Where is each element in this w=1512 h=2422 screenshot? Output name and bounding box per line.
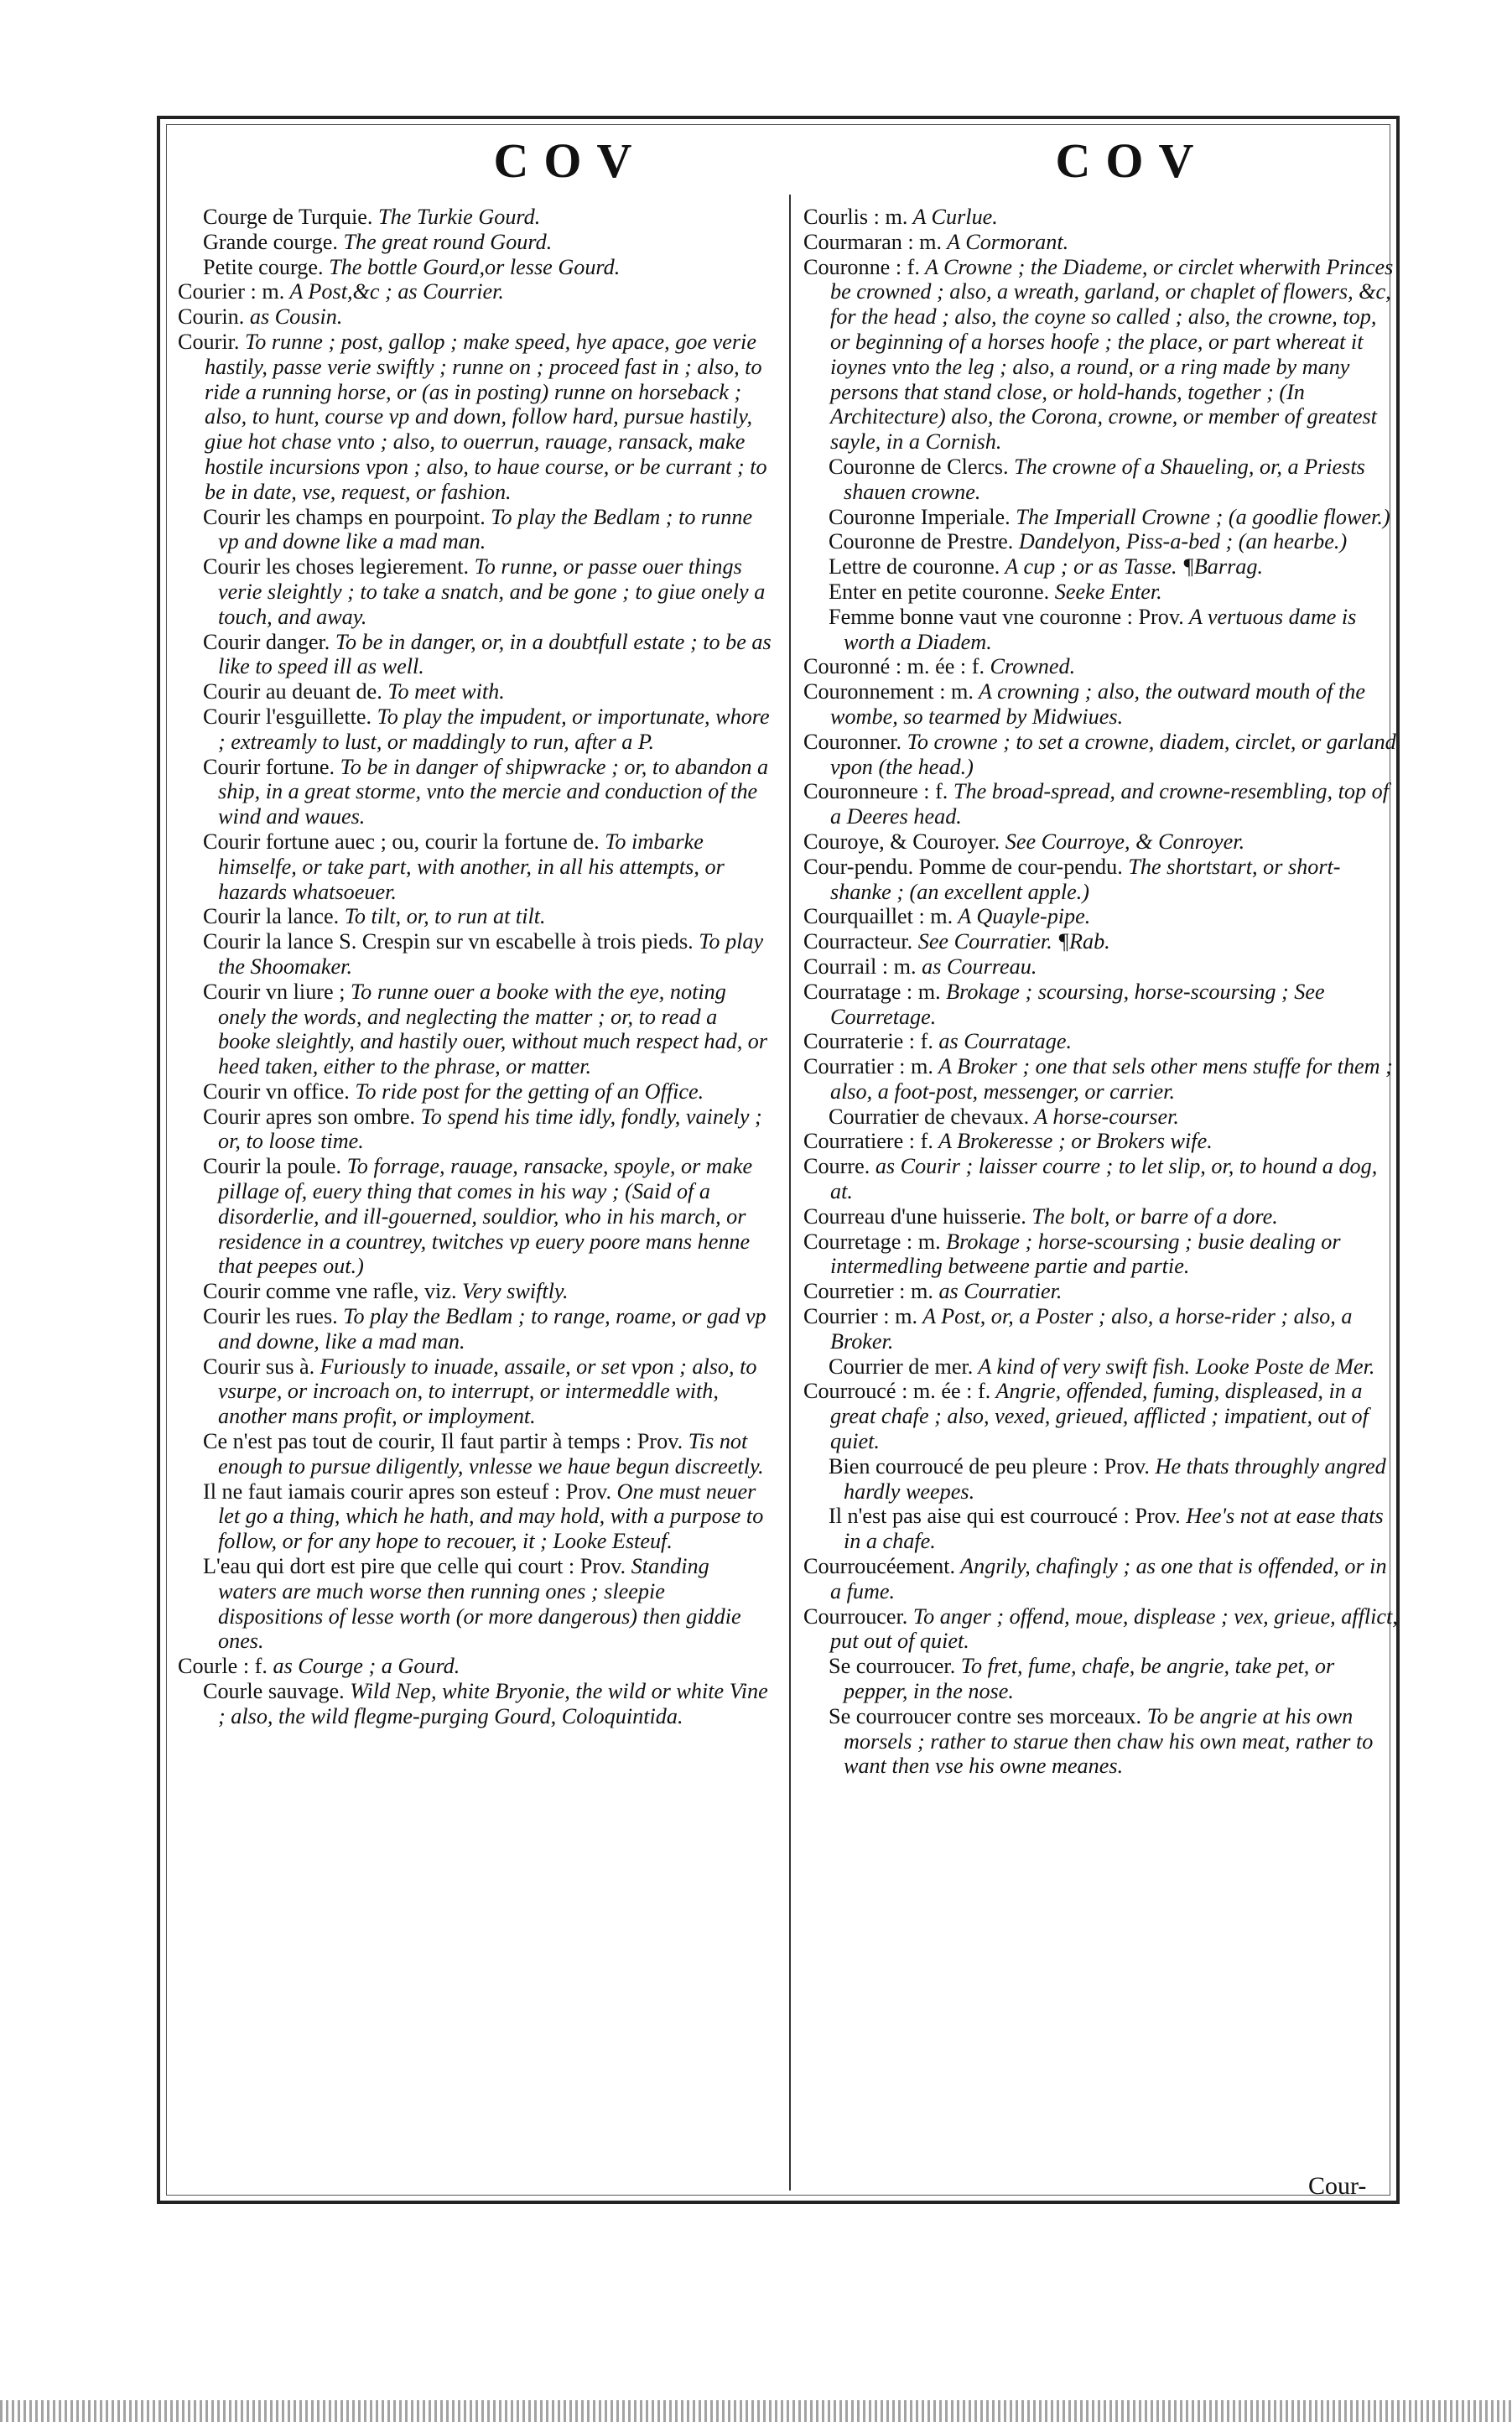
- dictionary-entry: [178, 304, 773, 330]
- entry-gloss: To fret, fume, chafe, be angrie, take pet, or pepper, in the nose.: [844, 1654, 1335, 1704]
- entry-headword: Courle : f.: [178, 1654, 268, 1679]
- entry-gloss: To play the Shoomaker.: [218, 929, 764, 979]
- running-head-right: COV: [1055, 133, 1209, 188]
- entry-headword: Bien courroucé de peu pleure : Prov.: [829, 1453, 1150, 1479]
- entry-headword: Courreau d'une huisserie.: [803, 1203, 1026, 1229]
- dictionary-entry: [803, 1279, 1399, 1304]
- entry-gloss: Brokage ; scoursing, horse-scoursing ; See Courretage.: [830, 979, 1325, 1029]
- entry-gloss: A Brokeresse ; or Brokers wife.: [933, 1129, 1213, 1154]
- entry-headword: L'eau qui dort est pire que celle qui court : Prov.: [203, 1554, 626, 1579]
- dictionary-entry: [178, 929, 773, 980]
- entry-headword: Courrail : m.: [803, 954, 917, 979]
- entry-gloss: A Curlue.: [907, 205, 998, 229]
- entry-headword: Enter en petite couronne.: [829, 579, 1050, 604]
- entry-headword: Courir vn liure ;: [203, 979, 346, 1004]
- entry-headword: Courlis : m.: [803, 205, 908, 229]
- dictionary-entry: [178, 1079, 773, 1104]
- entry-headword: Courre.: [803, 1154, 870, 1179]
- entry-gloss: The crowne of a Shaueling, or, a Priests shauen crowne.: [844, 454, 1365, 504]
- entry-headword: Courratage : m.: [803, 979, 941, 1004]
- entry-gloss: The great round Gourd.: [337, 229, 553, 254]
- right-column: [803, 205, 1399, 1779]
- left-column: [178, 205, 773, 1729]
- dictionary-entry: [803, 1229, 1399, 1280]
- dictionary-entry: [803, 929, 1399, 954]
- dictionary-entry: [803, 654, 1399, 679]
- entry-headword: Courir fortune auec ; ou, courir la fortune de.: [203, 829, 600, 854]
- entry-gloss: as Courratage.: [933, 1029, 1073, 1054]
- entry-gloss: To play the Bedlam ; to runne vp and downe like a mad man.: [218, 504, 753, 554]
- dictionary-entry: [178, 230, 773, 255]
- entry-gloss: The broad-spread, and crowne-resembling, top of a Deeres head.: [830, 779, 1389, 829]
- entry-gloss: The bolt, or barre of a dore.: [1026, 1203, 1278, 1229]
- dictionary-entry: [803, 1504, 1399, 1554]
- entry-headword: Petite courge.: [203, 254, 324, 279]
- entry-gloss: See Courroye, & Conroyer.: [1000, 829, 1245, 854]
- entry-gloss: He thats throughly angred hardly weepes.: [844, 1453, 1386, 1504]
- entry-gloss: as Courge ; a Gourd.: [267, 1654, 460, 1679]
- entry-headword: Courir comme vne rafle, viz.: [203, 1279, 457, 1304]
- entry-gloss: To forrage, rauage, ransacke, spoyle, or make pillage of, euery thing that comes in his way ; (Said of a disorderlie, and ill-gouerned, souldior, who in his march, or residence in a countrey, twitches vp euery poore mans henne that peepes out.): [218, 1154, 753, 1279]
- entry-gloss: A vertuous dame is worth a Diadem.: [844, 604, 1357, 654]
- entry-headword: Lettre de couronne.: [829, 554, 1000, 580]
- dictionary-entry: [178, 1479, 773, 1554]
- entry-gloss: To be in danger of shipwracke ; or, to abandon a ship, in a great storme, vnto the mercie and conduction of the wind and waues.: [218, 754, 769, 829]
- dictionary-entry: [803, 255, 1399, 455]
- entry-headword: Courir les rues.: [203, 1304, 338, 1329]
- entry-headword: Couronne Imperiale.: [829, 504, 1011, 529]
- entry-headword: Courrier : m.: [803, 1304, 918, 1329]
- dictionary-entry: [803, 1554, 1399, 1604]
- dictionary-entry: [803, 205, 1399, 230]
- entry-gloss: The bottle Gourd,or lesse Gourd.: [323, 254, 621, 279]
- dictionary-entry: [178, 755, 773, 829]
- entry-gloss: A Broker ; one that sels other mens stuffe for them ; also, a foot-post, messenger, or carrier.: [830, 1054, 1393, 1104]
- entry-gloss: The Imperiall Crowne ; (a goodlie flower.): [1010, 504, 1390, 529]
- entry-gloss: A Post,&c ; as Courrier.: [284, 279, 504, 304]
- entry-headword: Courir l'esguillette.: [203, 704, 372, 729]
- entry-headword: Courrier de mer.: [829, 1354, 974, 1379]
- entry-headword: Couroye, & Couroyer.: [803, 829, 1000, 854]
- entry-gloss: One must neuer let go a thing, which he hath, and may hold, with a purpose to follow, or for any hope to recouer, it ; Looke Esteuf.: [218, 1479, 764, 1554]
- dictionary-entry: [178, 1654, 773, 1679]
- entry-headword: Il ne faut iamais courir apres son esteuf : Prov.: [203, 1479, 611, 1504]
- entry-headword: Courle sauvage.: [203, 1679, 345, 1704]
- entry-gloss: To runne, or passe ouer things verie sleightly ; to take a snatch, and be gone ; to giue onely a touch, and away.: [218, 554, 766, 629]
- dictionary-entry: [178, 1429, 773, 1479]
- entry-gloss: A Crowne ; the Diademe, or circlet wherwith Princes be crowned ; also, a wreath, garland, or chaplet of flowers, &c, for the head ; also, the coyne so called ; also, the crowne, top, or beginning of a horses hoofe ; the place, or part whereat it ioynes vnto the leg ; also, a round, or a ring made by many persons that stand close, or hold-hands, together ; (In Architecture) also, the Corona, crowne, or member of greatest sayle, in a Cornish.: [830, 254, 1394, 455]
- entry-gloss: To tilt, or, to run at tilt.: [339, 904, 546, 929]
- entry-headword: Courroucer.: [803, 1603, 908, 1629]
- scan-edge: [0, 2400, 1512, 2422]
- entry-gloss: The Turkie Gourd.: [372, 205, 541, 229]
- entry-headword: Courier : m.: [178, 279, 285, 304]
- entry-headword: Courir les champs en pourpoint.: [203, 504, 486, 529]
- entry-headword: Couronne de Clercs.: [829, 454, 1009, 479]
- dictionary-entry: [803, 1304, 1399, 1354]
- dictionary-entry: [803, 1204, 1399, 1229]
- entry-headword: Couronnement : m.: [803, 679, 974, 704]
- entry-gloss: To spend his time idly, fondly, vainely ; or, to loose time.: [218, 1104, 762, 1154]
- dictionary-entry: [803, 679, 1399, 730]
- entry-gloss: Standing waters are much worse then running ones ; sleepie dispositions of lesse worth (or more dangerous) then giddie ones.: [218, 1554, 741, 1654]
- entry-gloss: Hee's not at ease thats in a chafe.: [844, 1504, 1384, 1554]
- entry-headword: Couronne de Prestre.: [829, 529, 1014, 554]
- entry-headword: Courir la lance.: [203, 904, 340, 929]
- entry-headword: Il n'est pas aise qui est courroucé : Prov.: [829, 1504, 1181, 1529]
- entry-gloss: To imbarke himselfe, or take part, with another, in all his attempts, or hazards whatsoeuer.: [218, 829, 725, 904]
- entry-headword: Grande courge.: [203, 229, 338, 254]
- dictionary-entry: [178, 1279, 773, 1304]
- entry-headword: Couronné : m. ée : f.: [803, 654, 985, 679]
- dictionary-entry: [803, 605, 1399, 655]
- entry-headword: Se courroucer contre ses morceaux.: [829, 1703, 1142, 1728]
- entry-headword: Ce n'est pas tout de courir, Il faut partir à temps : Prov.: [203, 1429, 683, 1454]
- entry-headword: Courin.: [178, 304, 245, 330]
- entry-headword: Courquaillet : m.: [803, 904, 953, 929]
- dictionary-entry: [178, 1104, 773, 1155]
- dictionary-entry: [178, 255, 773, 280]
- dictionary-entry: [803, 954, 1399, 980]
- entry-gloss: A crowning ; also, the outward mouth of the wombe, so tearmed by Midwiues.: [830, 679, 1365, 729]
- entry-headword: Courir vn office.: [203, 1078, 350, 1104]
- dictionary-entry: [178, 980, 773, 1079]
- dictionary-entry: [803, 580, 1399, 605]
- catchword: Cour-: [1308, 2172, 1367, 2200]
- entry-headword: Courretage : m.: [803, 1229, 941, 1254]
- dictionary-entry: [178, 205, 773, 230]
- entry-gloss: as Cousin.: [244, 304, 343, 330]
- entry-headword: Courir sus à.: [203, 1354, 315, 1379]
- dictionary-entry: [803, 455, 1399, 505]
- entry-headword: Courir la poule.: [203, 1154, 342, 1179]
- entry-headword: Courretier : m.: [803, 1279, 933, 1304]
- entry-gloss: To runne ; post, gallop ; make speed, hye apace, goe verie hastily, passe verie swiftly ; runne on ; proceed fast in ; also, to ride a running horse, or (as in posting) runne on horseback ; also, to hunt, course vp and down, follow hard, pursue hastily, giue hot chase vnto ; also, to ouerrun, rauage, ransack, make hostile incursions vpon ; also, to haue course, or be currant ; to be in date, vse, request, or fashion.: [205, 329, 767, 504]
- dictionary-entry: [178, 505, 773, 555]
- entry-gloss: Tis not enough to pursue diligently, vnlesse we haue begun discreetly.: [218, 1429, 764, 1479]
- dictionary-entry: [803, 1454, 1399, 1505]
- entry-gloss: A cup ; or as Tasse. ¶Barrag.: [1000, 554, 1263, 580]
- entry-headword: Courroucéement.: [803, 1554, 956, 1579]
- entry-gloss: as Courratier.: [933, 1279, 1063, 1304]
- entry-gloss: A Post, or, a Poster ; also, a horse-rider ; also, a Broker.: [830, 1304, 1353, 1354]
- entry-headword: Courge de Turquie.: [203, 205, 373, 229]
- entry-headword: Courratiere : f.: [803, 1129, 933, 1154]
- entry-gloss: To play the impudent, or importunate, whore ; extreamly to lust, or maddingly to run, after a P.: [218, 704, 770, 754]
- entry-headword: Se courroucer.: [829, 1654, 956, 1679]
- entry-headword: Couronneure : f.: [803, 779, 948, 804]
- entry-gloss: as Courir ; laisser courre ; to let slip, or, to hound a dog, at.: [830, 1154, 1378, 1204]
- entry-headword: Courir.: [178, 329, 240, 354]
- column-divider: [789, 195, 791, 2191]
- entry-gloss: To be in danger, or, in a doubtfull estate ; to be as like to speed ill as well.: [218, 629, 772, 679]
- dictionary-entry: [178, 1679, 773, 1729]
- dictionary-entry: [803, 779, 1399, 829]
- dictionary-entry: [178, 630, 773, 680]
- entry-gloss: Seeke Enter.: [1049, 579, 1162, 604]
- entry-gloss: See Courratier. ¶Rab.: [912, 929, 1110, 954]
- dictionary-entry: [803, 1704, 1399, 1779]
- dictionary-entry: [178, 829, 773, 904]
- dictionary-entry: [803, 230, 1399, 255]
- entry-gloss: Very swiftly.: [456, 1279, 569, 1304]
- entry-gloss: as Courreau.: [916, 954, 1037, 979]
- dictionary-entry: [178, 279, 773, 304]
- dictionary-entry: [178, 1554, 773, 1654]
- entry-gloss: Angrie, offended, fuming, displeased, in a great chafe ; also, vexed, grieued, afflicted ; impatient, out of quiet.: [830, 1379, 1369, 1454]
- dictionary-entry: [178, 1304, 773, 1354]
- entry-headword: Courroucé : m. ée : f.: [803, 1379, 991, 1404]
- entry-headword: Cour-pendu. Pomme de cour-pendu.: [803, 854, 1123, 879]
- entry-headword: Courir les choses legierement.: [203, 554, 470, 580]
- entry-gloss: Brokage ; horse-scoursing ; busie dealing or intermedling betweene partie and partie.: [830, 1229, 1341, 1279]
- dictionary-entry: [178, 554, 773, 629]
- entry-headword: Courratier : m.: [803, 1054, 933, 1079]
- dictionary-entry: [803, 730, 1399, 780]
- entry-gloss: To play the Bedlam ; to range, roame, or gad vp and downe, like a mad man.: [218, 1304, 766, 1354]
- dictionary-entry: [803, 980, 1399, 1030]
- dictionary-entry: [178, 904, 773, 929]
- entry-headword: Couronne : f.: [803, 254, 920, 279]
- dictionary-entry: [803, 554, 1399, 580]
- entry-gloss: To anger ; offend, moue, displease ; vex, grieue, afflict, put out of quiet.: [830, 1603, 1398, 1654]
- entry-headword: Courir la lance S. Crespin sur vn escabelle à trois pieds.: [203, 929, 694, 954]
- entry-headword: Courir danger.: [203, 629, 330, 654]
- entry-headword: Femme bonne vaut vne couronne : Prov.: [829, 604, 1184, 629]
- dictionary-entry: [178, 679, 773, 704]
- dictionary-entry: [803, 1154, 1399, 1204]
- entry-headword: Courir au deuant de.: [203, 679, 382, 704]
- entry-gloss: The shortstart, or short-shanke ; (an excellent apple.): [830, 854, 1341, 904]
- dictionary-entry: [803, 855, 1399, 905]
- entry-gloss: A Quayle-pipe.: [953, 904, 1091, 929]
- entry-gloss: Crowned.: [985, 654, 1076, 679]
- dictionary-entry: [803, 904, 1399, 929]
- entry-gloss: Dandelyon, Piss-a-bed ; (an hearbe.): [1013, 529, 1348, 554]
- running-head-left: COV: [493, 133, 647, 188]
- dictionary-entry: [803, 1029, 1399, 1054]
- entry-gloss: To runne ouer a booke with the eye, noting onely the words, and neglecting the matter ; or, to read a booke sleightly, and hastily ouer, without much respect had, or heed taken, either to the phrase, or matter.: [218, 979, 768, 1079]
- dictionary-entry: [803, 1604, 1399, 1655]
- entry-headword: Courmaran : m.: [803, 229, 943, 254]
- dictionary-entry: [178, 704, 773, 755]
- entry-gloss: A horse-courser.: [1029, 1104, 1179, 1129]
- entry-headword: Courraterie : f.: [803, 1029, 933, 1054]
- dictionary-entry: [803, 1129, 1399, 1154]
- entry-gloss: To be angrie at his own morsels ; rather to starue then chaw his own meat, rather to want then vse his owne meanes.: [844, 1703, 1374, 1779]
- dictionary-entry: [803, 1654, 1399, 1704]
- entry-gloss: Wild Nep, white Bryonie, the wild or white Vine ; also, the wild flegme-purging Gourd, Coloquintida.: [218, 1679, 768, 1728]
- dictionary-entry: [803, 1054, 1399, 1104]
- dictionary-entry: [803, 1354, 1399, 1380]
- entry-gloss: To meet with.: [382, 679, 505, 704]
- dictionary-entry: [803, 505, 1399, 530]
- dictionary-entry: [178, 1154, 773, 1279]
- dictionary-entry: [178, 1354, 773, 1429]
- entry-gloss: To crowne ; to set a crowne, diadem, circlet, or garland vpon (the head.): [830, 729, 1396, 779]
- entry-gloss: To ride post for the getting of an Office.: [349, 1078, 704, 1104]
- dictionary-entry: [803, 1379, 1399, 1453]
- entry-headword: Courracteur.: [803, 929, 913, 954]
- entry-headword: Courratier de chevaux.: [829, 1104, 1030, 1129]
- dictionary-entry: [803, 529, 1399, 554]
- entry-gloss: Furiously to inuade, assaile, or set vpon ; also, to vsurpe, or incroach on, to interrupt, or intermeddle with, another mans profit, or imployment.: [218, 1354, 757, 1429]
- entry-gloss: A Cormorant.: [942, 229, 1069, 254]
- dictionary-entry: [178, 330, 773, 505]
- entry-headword: Courir fortune.: [203, 754, 335, 779]
- dictionary-entry: [803, 1104, 1399, 1130]
- entry-gloss: A kind of very swift fish. Looke Poste de Mer.: [973, 1354, 1375, 1379]
- entry-headword: Courir apres son ombre.: [203, 1104, 416, 1129]
- entry-gloss: Angrily, chafingly ; as one that is offended, or in a fume.: [830, 1554, 1387, 1603]
- dictionary-entry: [803, 829, 1399, 855]
- entry-headword: Couronner.: [803, 729, 902, 754]
